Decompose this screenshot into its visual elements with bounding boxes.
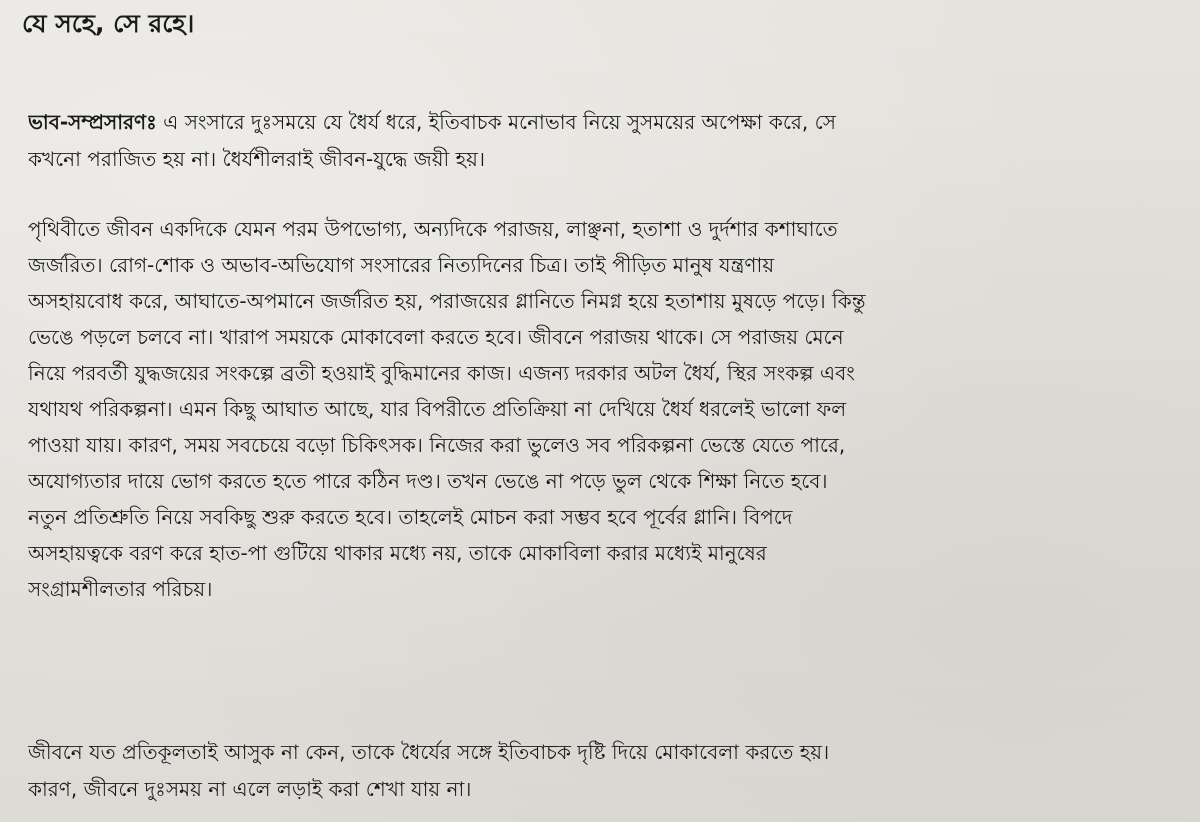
paragraph-line: যথাযথ পরিকল্পনা। এমন কিছু আঘাত আছে, যার বিপরীতে প্রতিক্রিয়া না দেখিয়ে ধৈর্য ধরলেই ভালো ফল bbox=[28, 397, 847, 421]
paragraph-line: পাওয়া যায়। কারণ, সময় সবচেয়ে বড়ো চিকিৎসক। নিজের করা ভুলেও সব পরিকল্পনা ভেস্তে যেতে পারে, bbox=[28, 433, 846, 457]
paragraph-line: সংগ্রামশীলতার পরিচয়। bbox=[28, 577, 213, 601]
body-paragraph bbox=[28, 211, 1174, 607]
paragraph-line: অসহায়ত্বকে বরণ করে হাত-পা গুটিয়ে থাকার মধ্যে নয়, তাকে মোকাবিলা করার মধ্যেই মানুষের bbox=[28, 541, 767, 565]
expansion-label: ভাব-সম্প্রসারণঃ bbox=[28, 110, 157, 134]
paragraph-line: জর্জরিত। রোগ-শোক ও অভাব-অভিযোগ সংসারের নিত্যদিনের চিত্র। তাই পীড়িত মানুষ যন্ত্রণায় bbox=[28, 253, 775, 277]
paragraph-line: ভেঙে পড়লে চলবে না। খারাপ সময়কে মোকাবেলা করতে হবে। জীবনে পরাজয় থাকে। সে পরাজয় মেনে bbox=[28, 325, 844, 349]
paragraph-line: নিয়ে পরবর্তী যুদ্ধজয়ের সংকল্পে ব্রতী হওয়াই বুদ্ধিমানের কাজ। এজন্য দরকার অটল ধৈর্য, স্থির সংকল্প এবং bbox=[28, 361, 855, 385]
paragraph-line bbox=[28, 104, 1174, 141]
paragraph-line: নতুন প্রতিশ্রুতি নিয়ে সবকিছু শুরু করতে হবে। তাহলেই মোচন করা সম্ভব হবে পূর্বের গ্লানি। বিপদে bbox=[28, 505, 793, 529]
paragraph-line: জীবনে যত প্রতিকূলতাই আসুক না কেন, তাকে ধৈর্যের সঙ্গে ইতিবাচক দৃষ্টি দিয়ে মোকাবেলা করতে হয়। bbox=[28, 740, 830, 764]
expansion-paragraph bbox=[28, 104, 1174, 178]
paragraph-line: অযোগ্যতার দায়ে ভোগ করতে হতে পারে কঠিন দণ্ড। তখন ভেঙে না পড়ে ভুল থেকে শিক্ষা নিতে হবে। bbox=[28, 469, 828, 493]
expansion-line-text: এ সংসারে দুঃসময়ে যে ধৈর্য ধরে, ইতিবাচক মনোভাব নিয়ে সুসময়ের অপেক্ষা করে, সে bbox=[156, 110, 836, 134]
paragraph-line: পৃথিবীতে জীবন একদিকে যেমন পরম উপভোগ্য, অন্যদিকে পরাজয়, লাঞ্ছনা, হতাশা ও দুর্দশার কশাঘাতে bbox=[28, 217, 838, 241]
essay-title: যে সহে, সে রহে। bbox=[22, 9, 195, 38]
paragraph-line: অসহায়বোধ করে, আঘাতে-অপমানে জর্জরিত হয়, পরাজয়ের গ্লানিতে নিমগ্ন হয়ে হতাশায় মুষড়ে পড়ে। কিন্তু bbox=[28, 289, 866, 313]
paragraph-line: কারণ, জীবনে দুঃসময় না এলে লড়াই করা শেখা যায় না। bbox=[28, 777, 472, 801]
conclusion-paragraph bbox=[28, 734, 1174, 808]
paragraph-line: কখনো পরাজিত হয় না। ধৈর্যশীলরাই জীবন-যুদ্ধে জয়ী হয়। bbox=[28, 147, 486, 171]
